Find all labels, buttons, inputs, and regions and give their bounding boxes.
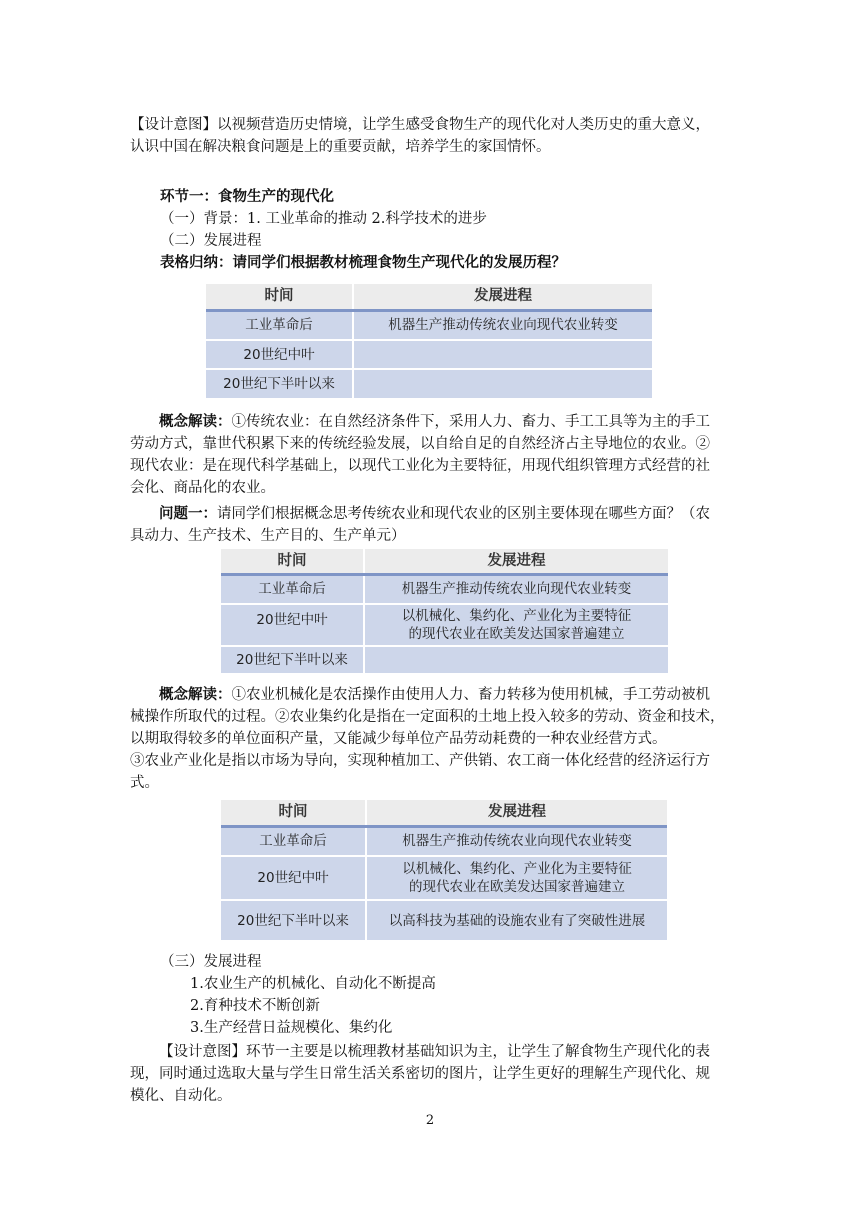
intro-text-1: 以视频营造历史情境，让学生感受食物生产的现代化对人类历史的重大意义， [217,117,710,133]
progress-line: 机器生产推动传统农业向现代农业转变 [402,833,632,850]
table-header-time: 时间 [206,284,353,310]
question1-paragraph [130,503,730,547]
table-cell-progress [353,340,652,369]
table-header-time: 时间 [221,549,364,574]
design2-paragraph [130,1041,730,1107]
table-header-time: 时间 [221,800,366,826]
table-cell-progress [364,604,668,646]
table-header-progress: 发展进程 [364,549,668,574]
table-row [221,604,668,646]
concept1-paragraph [130,411,730,499]
concept2-line: ③农业产业化是指以市场为导向，实现种植加工、产供销、农工商一体化经营的经济运行方 [130,753,710,769]
question1-label: 问题一： [159,505,217,522]
table-row [221,646,668,673]
intro-text-2: 认识中国在解决粮食问题是上的重要贡献，培养学生的家国情怀。 [130,139,551,155]
table-cell-time: 20世纪下半叶以来 [206,369,353,398]
page-number: 2 [425,1113,435,1128]
table-row [206,310,652,340]
progress-line: 机器生产推动传统农业向现代农业转变 [401,581,632,598]
table-cell-time: 工业革命后 [206,310,353,340]
table-cell-time: 20世纪中叶 [221,856,366,900]
intro-label: 【设计意图】 [130,117,217,133]
concept2-label: 概念解读： [159,686,232,703]
table-cell-progress [366,826,667,856]
intro-paragraph [130,114,730,158]
progress-line: 以机械化、集约化、产业化为主要特征 [402,861,632,877]
design2-line: 模化、自动化。 [130,1088,232,1104]
table-cell-time: 20世纪中叶 [221,604,364,646]
table-header-progress: 发展进程 [353,284,652,310]
progress-table-2 [221,549,668,673]
table-cell-time: 工业革命后 [221,574,364,604]
table-cell-progress [366,900,667,940]
table-cell-time: 工业革命后 [221,826,366,856]
section1-background: （一）背景：1. 工业革命的推动 2.科学技术的进步 [160,211,487,227]
table-row [221,900,667,940]
design2-label: 【设计意图】 [159,1044,246,1060]
question1-line: 具动力、生产技术、生产目的、生产单元） [130,528,406,544]
table-cell-time: 20世纪下半叶以来 [221,900,366,940]
table-cell-time: 20世纪中叶 [206,340,353,369]
concept1-line: 现代农业：是在现代科学基础上，以现代工业化为主要特征，用现代组织管理方式经营的社 [130,458,710,474]
table-cell-progress: 机器生产推动传统农业向现代农业转变 [353,310,652,340]
progress-table-3 [221,800,667,940]
progress-line: 的现代农业在欧美发达国家普遍建立 [408,626,625,642]
progress-line: 以高科技为基础的设施农业有了突破性进展 [388,912,646,929]
concept1-label: 概念解读： [159,413,232,430]
section1-title: 环节一：食物生产的现代化 [160,188,334,205]
section3-item: 3.生产经营日益规模化、集约化 [190,1020,393,1036]
table-row [206,369,652,398]
table-row [221,856,667,900]
progress-line: 以机械化、集约化、产业化为主要特征 [401,608,632,624]
concept2-line: 式。 [130,775,159,791]
design2-line: 环节一主要是以梳理教材基础知识为主，让学生了解食物生产现代化的表 [246,1044,710,1060]
design2-line: 现，同时通过选取大量与学生日常生活关系密切的图片，让学生更好的理解生产现代化、规 [130,1066,710,1082]
progress-table-1 [206,284,652,398]
section3-title: （三）发展进程 [160,954,262,970]
table-cell-time: 20世纪下半叶以来 [221,646,364,673]
concept1-line: ①传统农业：在自然经济条件下，采用人力、畜力、手工工具等为主的手工 [231,414,710,430]
section1-progress: （二）发展进程 [160,233,262,249]
concept2-paragraph [130,684,730,794]
table-cell-progress [364,574,668,604]
table-row [206,340,652,369]
table-cell-progress [366,856,667,900]
table-cell-progress [353,369,652,398]
question1-line: 请同学们根据概念思考传统农业和现代农业的区别主要体现在哪些方面？（农 [217,506,710,522]
progress-line: 的现代农业在欧美发达国家普遍建立 [409,879,625,895]
concept2-line: ①农业机械化是农活操作由使用人力、畜力转移为使用机械，手工劳动被机 [231,687,710,703]
table-row [221,574,668,604]
concept1-line: 会化、商品化的农业。 [130,480,275,496]
table-row [221,826,667,856]
concept2-line: 以期取得较多的单位面积产量，又能减少每单位产品劳动耗费的一种农业经营方式。 [130,731,667,747]
concept1-line: 劳动方式，靠世代积累下来的传统经验发展，以自给自足的自然经济占主导地位的农业。② [130,436,710,452]
table-cell-progress [364,646,668,673]
section3-item: 1.农业生产的机械化、自动化不断提高 [190,976,436,992]
table-header-progress: 发展进程 [366,800,667,826]
section3-item: 2.育种技术不断创新 [190,998,320,1014]
section1-task: 表格归纳：请同学们根据教材梳理食物生产现代化的发展历程？ [160,254,566,271]
concept2-line: 械操作所取代的过程。②农业集约化是指在一定面积的土地上投入较多的劳动、资金和技术， [130,709,725,725]
